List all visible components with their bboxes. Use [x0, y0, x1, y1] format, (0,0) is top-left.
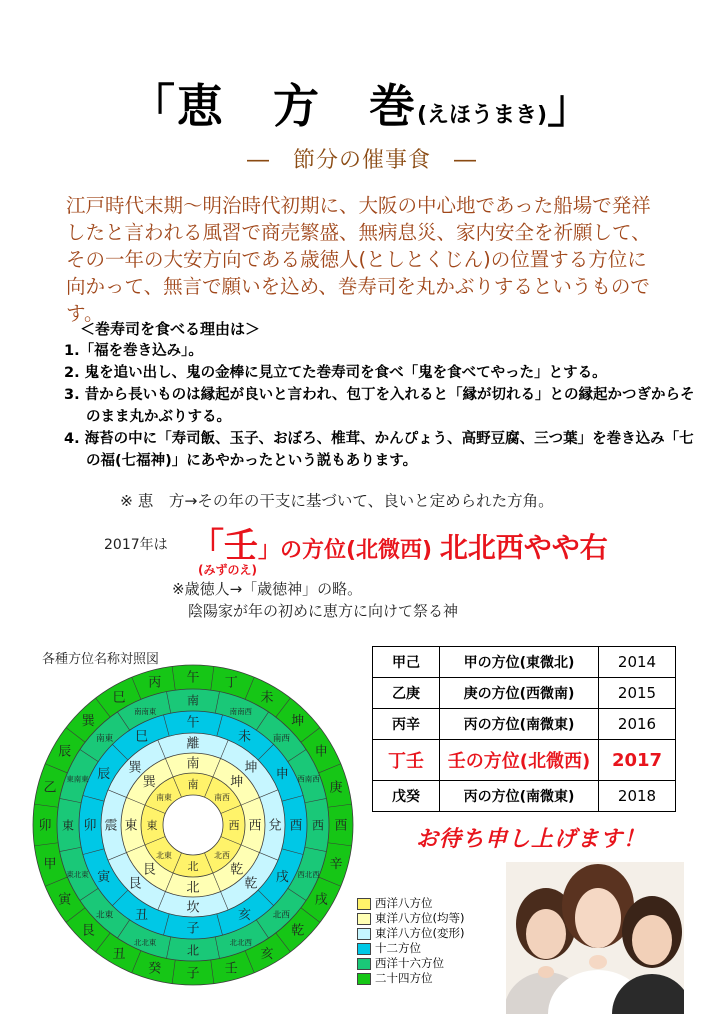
compass-label: 東 — [124, 818, 138, 834]
subtitle: ― 節分の催事食 ― — [246, 148, 477, 173]
legend-swatch — [357, 958, 371, 970]
compass-label: 卯 — [38, 818, 52, 834]
table-cell-stems: 丁壬 — [373, 740, 440, 781]
title-reading: (えほうまき) — [416, 103, 548, 128]
compass-label: 申 — [275, 767, 289, 783]
compass-label: 丙 — [148, 675, 162, 691]
reason-item: 1.「福を巻き込み」。 — [64, 343, 203, 359]
compass-label: 坤 — [244, 760, 258, 776]
compass-label: 西北西 — [297, 870, 320, 880]
compass-label: 南 — [187, 778, 199, 791]
year-stem: 「壬 — [190, 526, 258, 566]
compass-label: 申 — [314, 744, 328, 760]
compass-label: 艮 — [128, 876, 142, 892]
compass-label: 東北東 — [66, 870, 89, 880]
compass-label: 東南東 — [66, 774, 89, 784]
reason-item: 4. 海苔の中に「寿司飯、玉子、おぼろ、椎茸、かんぴょう、高野豆腐、三つ葉」を巻き込み「七の福(七福神)」にあやかったという説もあります。 — [64, 431, 694, 469]
compass-label: 巳 — [134, 729, 149, 745]
three-women-photo — [506, 862, 684, 1014]
compass-label: 戌 — [275, 870, 289, 886]
compass-label: 丑 — [112, 946, 126, 962]
compass-label: 午 — [186, 670, 200, 686]
compass-label: 酉 — [334, 818, 348, 834]
compass-label: 坎 — [186, 900, 200, 916]
reason-item: 3. 昔から長いものは縁起が良いと言われ、包丁を入れると「縁が切れる」との縁起かつぎからそのまま丸かぶりする。 — [64, 387, 695, 425]
year-label: 2017年は — [104, 537, 168, 553]
compass-label: 艮 — [142, 862, 156, 878]
table-cell-direction: 甲の方位(東微北) — [440, 647, 599, 678]
table-cell-stems: 戊癸 — [373, 781, 440, 812]
compass-label: 南南東 — [134, 706, 157, 716]
table-cell-stems: 甲己 — [373, 647, 440, 678]
direction-table-row — [373, 740, 676, 781]
compass-label: 未 — [260, 690, 274, 706]
legend-swatch — [357, 898, 371, 910]
compass-label: 北北東 — [134, 937, 157, 947]
table-cell-year: 2018 — [599, 781, 676, 812]
legend-item — [357, 926, 464, 941]
compass-label: 北北西 — [229, 937, 252, 947]
reason-item: 2. 鬼を追い出し、鬼の金棒に見立てた巻寿司を食べ「鬼を食べてやった」とする。 — [64, 365, 607, 381]
diagram-title: 各種方位名称対照図 — [42, 652, 160, 667]
table-cell-year: 2017 — [599, 740, 676, 781]
toshitoku-note-line2: 陰陽家が年の初めに恵方に向けて祭る神 — [188, 602, 459, 620]
compass-label: 乾 — [291, 923, 305, 939]
compass-label: 北西 — [272, 910, 291, 921]
compass-label: 甲 — [43, 857, 57, 872]
compass-center — [163, 795, 223, 855]
year-stem-direction: 」の方位(北微西) — [258, 538, 433, 563]
compass-label: 寅 — [58, 892, 72, 908]
table-cell-direction: 壬の方位(北微西) — [440, 740, 599, 781]
compass-label: 西 — [311, 818, 325, 833]
compass-label: 東 — [146, 819, 158, 832]
compass-label: 北東 — [95, 910, 114, 921]
table-cell-direction: 丙の方位(南微東) — [440, 781, 599, 812]
title-close: 」 — [547, 79, 596, 133]
compass-label: 乙 — [43, 780, 57, 796]
compass-label: 北東 — [156, 851, 172, 860]
compass-label: 震 — [104, 818, 118, 834]
table-cell-direction: 庚の方位(西微南) — [440, 678, 599, 709]
compass-label: 午 — [186, 715, 200, 731]
year-direction: 北北西やや右 — [439, 531, 608, 564]
compass-label: 北 — [186, 943, 200, 958]
compass-label: 南西 — [214, 793, 230, 802]
legend-item — [357, 956, 464, 971]
legend-label: 東洋八方位(均等) — [375, 911, 465, 925]
compass-label: 酉 — [289, 818, 303, 834]
compass-label: 癸 — [148, 961, 162, 977]
compass-label: 庚 — [329, 780, 343, 796]
legend-item — [357, 941, 464, 956]
toshitoku-note — [172, 578, 458, 622]
table-cell-year: 2015 — [599, 678, 676, 709]
compass-label: 子 — [186, 921, 200, 937]
compass-label: 辛 — [329, 857, 343, 872]
legend-label: 十二方位 — [375, 941, 421, 955]
compass-label: 艮 — [81, 923, 95, 939]
toshitoku-note-line1: ※歳徳人→「歳徳神」の略。 — [172, 580, 363, 598]
compass-label: 乾 — [244, 876, 258, 892]
compass-label: 寅 — [97, 870, 111, 886]
table-cell-stems: 乙庚 — [373, 678, 440, 709]
legend-label: 西洋八方位 — [375, 896, 433, 910]
compass-label: 南 — [186, 756, 200, 772]
title-main: 「恵 方 巻 — [128, 79, 417, 133]
compass-label: 西 — [228, 819, 240, 832]
table-cell-year: 2016 — [599, 709, 676, 740]
year-direction-line — [190, 518, 608, 567]
waiting-message: お待ち申し上げます！ — [416, 827, 647, 852]
legend-label: 西洋十六方位 — [375, 956, 444, 970]
compass-label: 未 — [237, 729, 252, 745]
compass-label: 離 — [186, 736, 200, 752]
compass-label: 巳 — [112, 690, 126, 706]
compass-label: 子 — [186, 966, 200, 982]
compass-label: 東 — [61, 818, 75, 833]
compass-label: 乾 — [230, 862, 244, 878]
compass-label: 卯 — [83, 818, 97, 834]
compass-label: 南西 — [272, 733, 291, 744]
table-cell-stems: 丙辛 — [373, 709, 440, 740]
compass-label: 南東 — [95, 733, 114, 744]
compass-label: 亥 — [237, 907, 252, 923]
compass-label: 南 — [186, 693, 200, 708]
table-cell-direction: 丙の方位(南微東) — [440, 709, 599, 740]
compass-diagram — [28, 660, 358, 990]
compass-label: 巽 — [142, 774, 156, 790]
direction-table-row — [373, 709, 676, 740]
year-reading: (みずのえ) — [198, 563, 257, 577]
compass-label: 壬 — [224, 961, 238, 977]
direction-table-row — [373, 647, 676, 678]
compass-label: 戌 — [314, 892, 328, 908]
legend-item — [357, 896, 464, 911]
compass-label: 北西 — [214, 851, 230, 860]
compass-label: 巽 — [128, 760, 142, 776]
page-title — [0, 70, 724, 136]
compass-label: 亥 — [260, 946, 274, 962]
direction-table-row — [373, 678, 676, 709]
direction-table-row — [373, 781, 676, 812]
compass-label: 辰 — [97, 767, 111, 783]
compass-label: 巽 — [81, 714, 95, 729]
legend-swatch — [357, 913, 371, 925]
legend-swatch — [357, 928, 371, 940]
compass-label: 南南西 — [229, 706, 252, 716]
compass-label: 西南西 — [297, 774, 320, 784]
table-cell-year: 2014 — [599, 647, 676, 678]
legend-item — [357, 911, 464, 926]
reasons-heading: ＜巻寿司を食べる理由は＞ — [80, 320, 261, 338]
ehou-note: ※ 恵 方→その年の干支に基づいて、良いと定められた方角。 — [120, 492, 554, 510]
intro-paragraph: 江戸時代末期～明治時代初期に、大阪の中心地であった船場で発祥したと言われる風習で商売繁盛、無病息災、家内安全を祈願して、その一年の大安方向である歳徳人(としとくじん)の位置する方位に向かって、無言で願いを込め、巻寿司を丸かぶりするというものです。 — [66, 194, 651, 325]
legend-swatch — [357, 943, 371, 955]
compass-label: 辰 — [58, 744, 72, 760]
compass-label: 西 — [248, 818, 262, 834]
compass-label: 坤 — [230, 774, 244, 790]
legend-label: 東洋八方位(変形) — [375, 926, 465, 940]
compass-label: 兌 — [268, 818, 282, 834]
compass-label: 丁 — [224, 675, 238, 691]
compass-label: 丑 — [134, 907, 149, 923]
direction-table — [372, 646, 676, 812]
compass-label: 南東 — [156, 793, 172, 802]
legend-swatch — [357, 973, 371, 985]
legend-item — [357, 971, 464, 986]
legend-label: 二十四方位 — [375, 971, 433, 985]
compass-legend — [357, 896, 464, 986]
compass-label: 北 — [186, 880, 200, 896]
compass-label: 北 — [187, 860, 199, 873]
compass-label: 坤 — [291, 714, 305, 729]
